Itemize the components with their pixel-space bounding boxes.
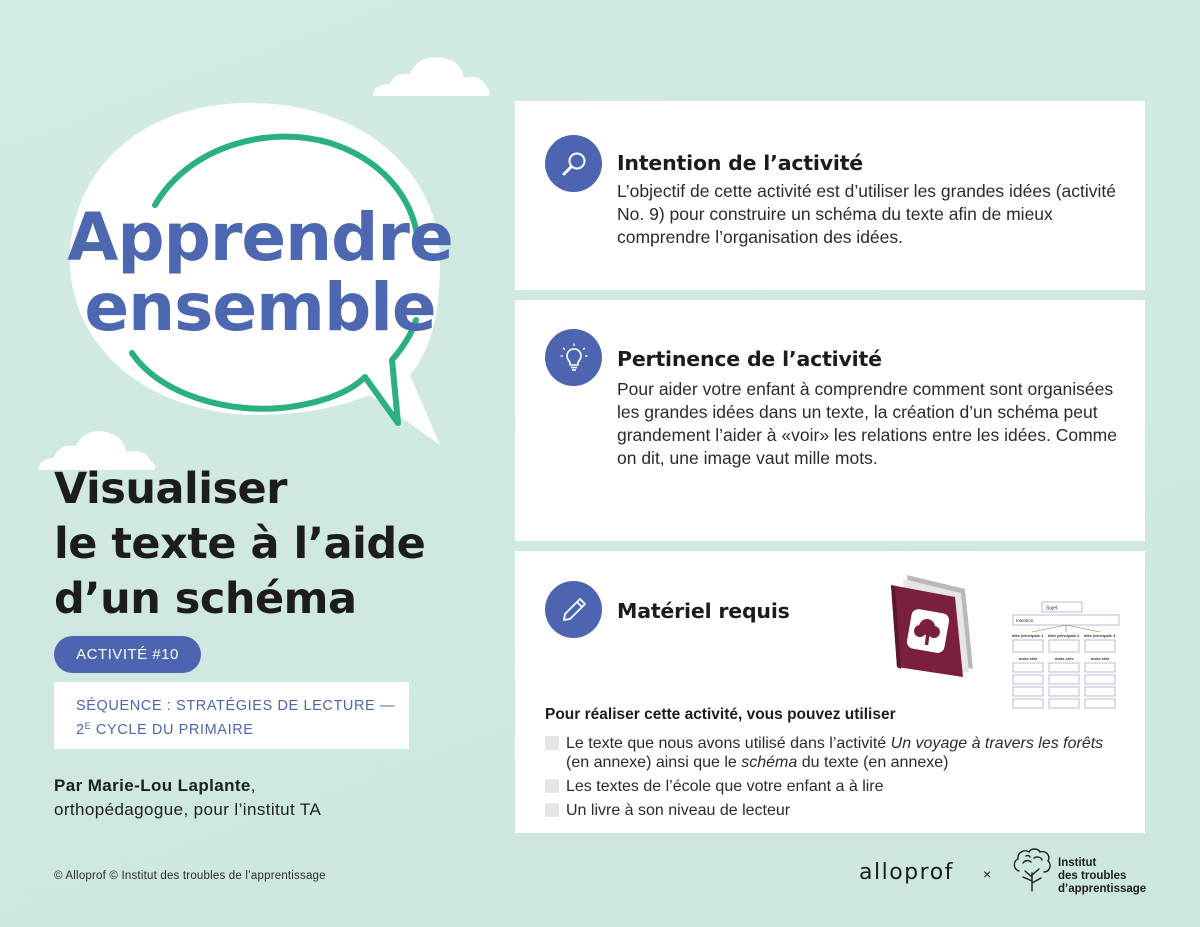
list-item: Les textes de l’école que votre enfant a à lire [545, 777, 1105, 796]
sequence-box [54, 682, 409, 749]
ita-logo-text: Institut des troubles d’apprentissage [1058, 857, 1147, 895]
title-line3: d’un schéma [54, 574, 357, 624]
card-intention [515, 101, 1145, 290]
page-title [54, 462, 474, 627]
title-line2: le texte à l’aide [54, 519, 426, 569]
sequence-line2: $2^E$ CYCLE DU PRIMAIRE [76, 721, 254, 738]
schema-keywords-2: mots clés [1055, 656, 1074, 661]
checkbox[interactable] [545, 779, 559, 793]
alloprof-logo: alloprof [859, 860, 954, 885]
schema-intention: Intention: [1016, 618, 1035, 623]
materiel-intro: Pour réaliser cette activité, vous pouvez utiliser [545, 706, 896, 723]
intention-body: L’objectif de cette activité est d’utiliser les grandes idées (activité No. 9) pour construire un schéma du texte afin de mieux comprendre l’organisation des idées. [617, 181, 1117, 247]
schema-idea-3: Idée principale 3 [1084, 633, 1116, 638]
pencil-icon [545, 581, 602, 638]
title-line1: Visualiser [54, 464, 287, 514]
intention-title: Intention de l’activité [617, 151, 863, 175]
pertinence-title: Pertinence de l’activité [617, 347, 882, 371]
schema-illustration [1010, 601, 1122, 721]
author-name: Par Marie-Lou Laplante [54, 776, 251, 795]
schema-idea-1: Idée principale 1 [1012, 633, 1044, 638]
list-item: Un livre à son niveau de lecteur [545, 801, 1105, 820]
author-role: orthopédagogue, pour l’institut TA [54, 800, 322, 819]
schema-keywords-1: mots clés [1019, 656, 1038, 661]
schema-sujet: Sujet [1046, 605, 1058, 612]
materiel-title: Matériel requis [617, 599, 790, 623]
bubble-title-line2: ensemble [84, 269, 436, 346]
materiel-list [545, 734, 1105, 825]
brain-tree-icon [1011, 847, 1053, 893]
activity-badge: ACTIVITÉ #10 [54, 636, 201, 673]
schema-keywords-3: mots clés [1091, 656, 1110, 661]
lightbulb-icon [545, 329, 602, 386]
card-materiel [515, 551, 1145, 833]
checkbox[interactable] [545, 736, 559, 750]
magnifier-icon [545, 135, 602, 192]
author-credit: Par Marie-Lou Laplante, orthopédagogue, pour l’institut TA [54, 776, 322, 819]
pertinence-body: Pour aider votre enfant à comprendre comment sont organisées les grandes idées dans un texte, la création d’un schéma peut grandement l’aider à «voir» les relations entre les idées. Comme on dit, une image vaut mille mots. [617, 379, 1117, 468]
bubble-title-line1: Apprendre [67, 199, 453, 276]
book-illustration [887, 571, 979, 681]
checkbox[interactable] [545, 803, 559, 817]
copyright: © Alloprof © Institut des troubles de l’apprentissage [54, 870, 326, 882]
card-pertinence [515, 300, 1145, 541]
schema-idea-2: Idée principale 2 [1048, 633, 1080, 638]
list-item: Le texte que nous avons utilisé dans l’activité Un voyage à travers les forêts (en annexe) ainsi que le schéma du texte (en annexe) [545, 734, 1105, 772]
sequence-line1: SÉQUENCE : STRATÉGIES DE LECTURE — [76, 698, 396, 714]
cloud-top [368, 50, 493, 100]
times-separator: × [983, 866, 992, 882]
